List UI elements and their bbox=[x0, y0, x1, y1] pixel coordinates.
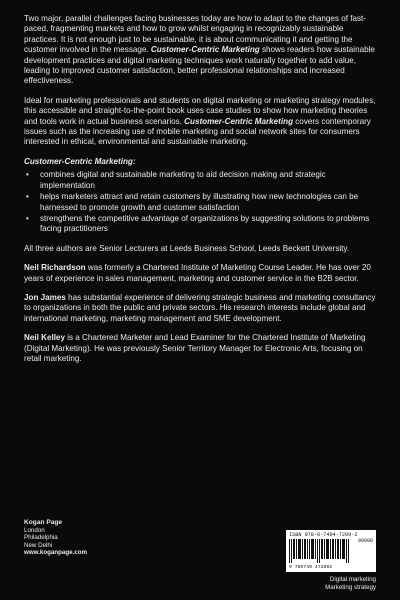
blurb-text bbox=[24, 14, 376, 373]
price-code: 90000 bbox=[357, 538, 373, 544]
publisher-city: New Delhi bbox=[24, 541, 53, 549]
publisher-url: www.koganpage.com bbox=[24, 549, 88, 557]
author-bio-kelley: Neil Kelley is a Chartered Marketer and Lead Examiner for the Chartered Institute of Marketing (Digital Marketing). He was previously Senior Territory Manager for Electronic Arts, focusing on retail marketing. bbox=[24, 333, 366, 363]
book-title-ref: Customer-Centric Marketing bbox=[150, 45, 260, 55]
author-name: Neil Kelley bbox=[24, 333, 65, 343]
bullet-item: • strengthens the competitive advantage of organizations by suggesting solutions to problems facing practitioners bbox=[24, 214, 376, 235]
barcode-number: 9 780749 472092 bbox=[289, 565, 333, 570]
category-label: Marketing strategy bbox=[325, 583, 376, 591]
book-title-ref: Customer-Centric Marketing bbox=[184, 116, 294, 126]
publisher-name: Kogan Page bbox=[24, 519, 63, 526]
author-name: Neil Richardson bbox=[24, 263, 86, 273]
category-label: Digital marketing bbox=[329, 576, 376, 583]
subject-categories bbox=[325, 576, 376, 592]
barcode-bars-icon bbox=[289, 539, 349, 563]
author-bio-richardson: Neil Richardson was formerly a Chartered Institute of Marketing Course Leader. He has over 20 years of experience in sales management, marketing and customer service in the B2B sector. bbox=[24, 263, 371, 283]
author-bio-james: Jon James has substantial experience of delivering strategic business and marketing consultancy to organizations in both the public and private sectors. His research interests include global and international marketing, marketing management and SME development. bbox=[24, 292, 376, 323]
isbn-barcode bbox=[286, 530, 376, 572]
feature-bullets bbox=[24, 170, 376, 234]
publisher-block bbox=[24, 519, 87, 557]
audience-paragraph: Ideal for marketing professionals and students on digital marketing or marketing strategy modules, this accessible and straight-to-the-point book uses case studies to show how marketing theories and tools work in actual business scenarios. Customer-Centric Marketing covers contemporary issues such as the increasing use of mobile marketing and social network sites for consumers interested in ethical, environmental and sustainable marketing. bbox=[24, 95, 376, 147]
authors-intro: All three authors are Senior Lecturers at Leeds Business School, Leeds Beckett University. bbox=[24, 243, 350, 253]
bullet-item: • helps marketers attract and retain customers by illustrating how new technologies can be harnessed to promote growth and customer satisfaction bbox=[24, 192, 376, 213]
isbn-text: ISBN 978-0-7494-7209-2 bbox=[289, 532, 358, 538]
publisher-city: London bbox=[24, 526, 45, 534]
author-name: Jon James bbox=[24, 292, 66, 302]
bullets-heading: Customer-Centric Marketing: bbox=[24, 156, 136, 166]
intro-paragraph: Two major, parallel challenges facing businesses today are how to adapt to the changes of fast-paced, fragmenting markets and how to grow whilst engaging in recognizably sustainable practices. It is not enough just to be sustainable, it is about communicating it and getting the customer involved in the message. Customer-Centric Marketing shows readers how sustainable development practices and digital marketing techniques work naturally together to add value, leading to improved customer satisfaction, better professional relationships and increased effectiveness. bbox=[24, 14, 375, 86]
publisher-city: Philadelphia bbox=[24, 534, 58, 542]
bullet-item: • combines digital and sustainable marketing to aid decision making and strategic implementation bbox=[24, 170, 376, 191]
